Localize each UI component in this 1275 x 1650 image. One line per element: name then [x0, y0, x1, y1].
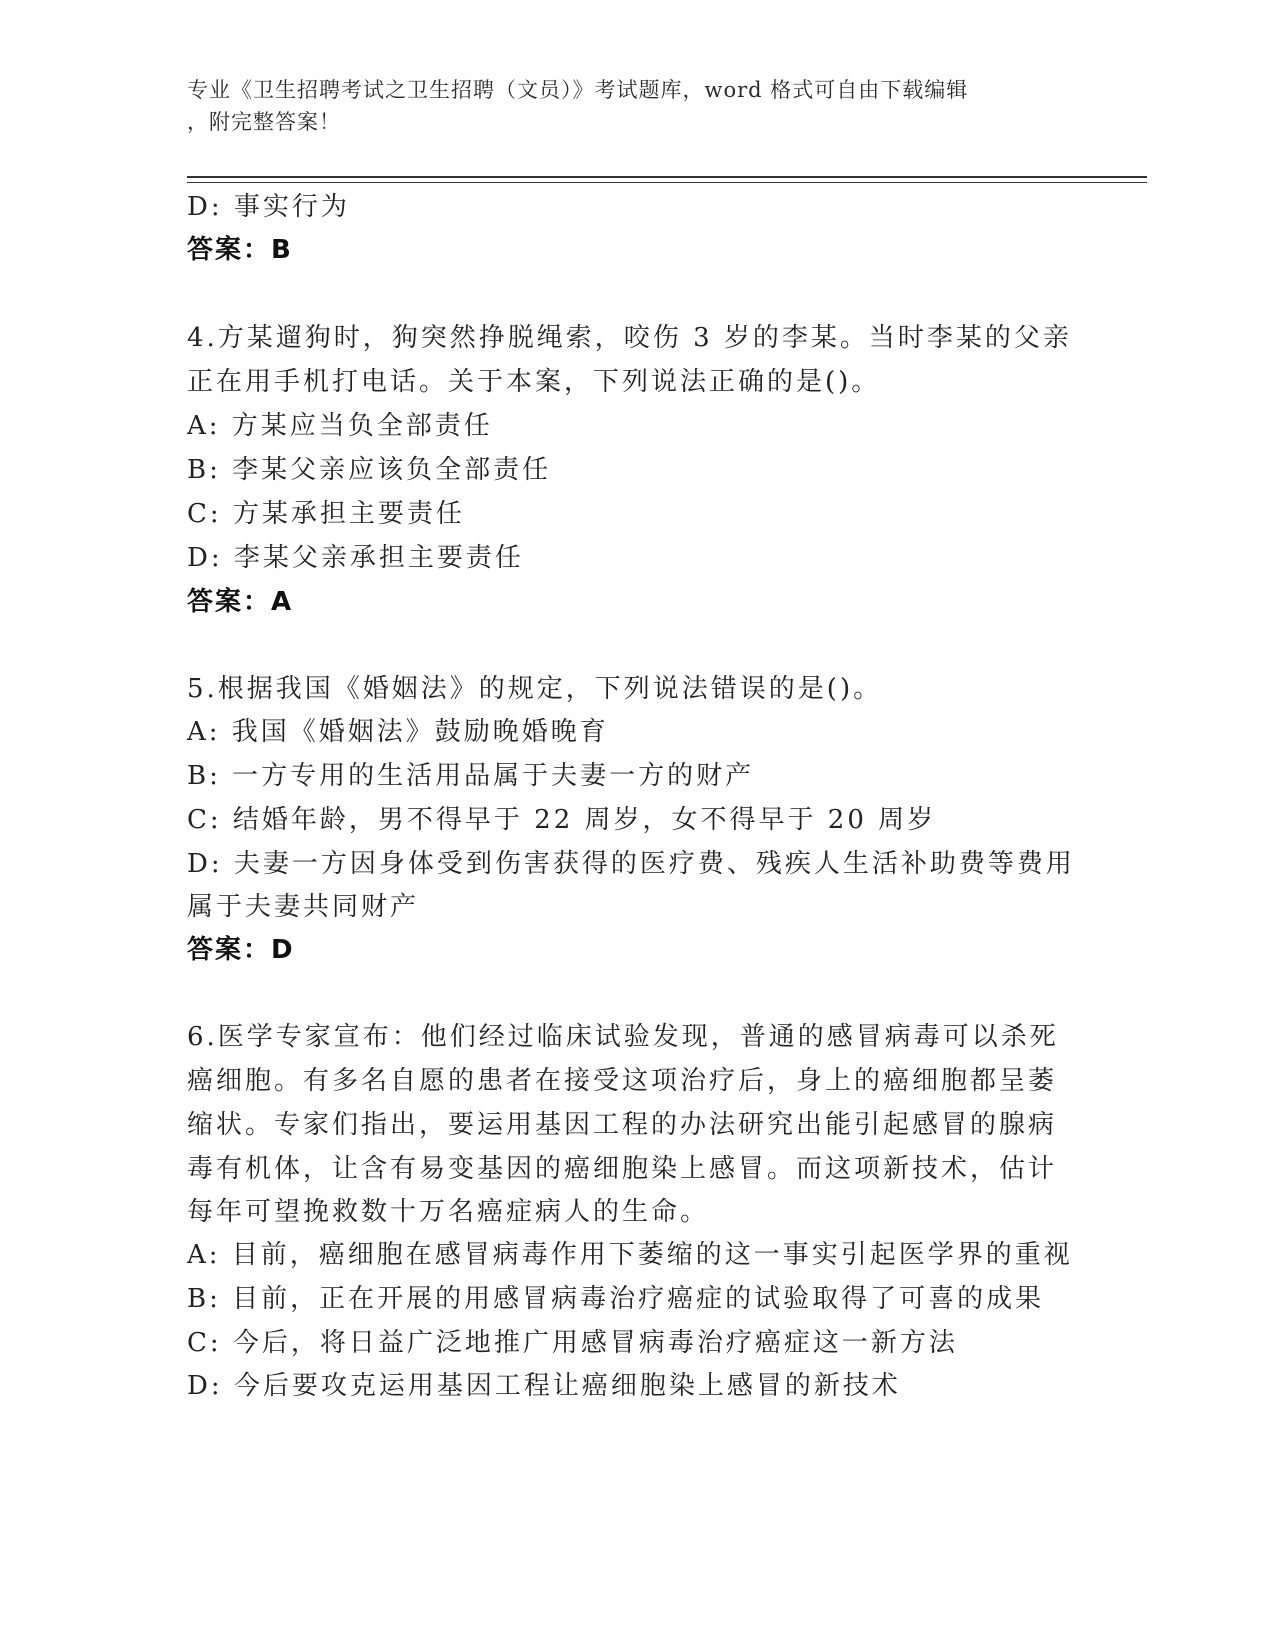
q3-answer: 答案：B	[187, 235, 293, 265]
q4-option-a: A: 方某应当负全部责任	[187, 411, 493, 441]
q6-stem-line-5: 每年可望挽救数十万名癌症病人的生命。	[187, 1197, 710, 1227]
q6-option-b: B: 目前，正在开展的用感冒病毒治疗癌症的试验取得了可喜的成果	[187, 1284, 1045, 1314]
q6-option-d: D: 今后要攻克运用基因工程让癌细胞染上感冒的新技术	[187, 1371, 901, 1401]
q5-stem: 5.根据我国《婚姻法》的规定，下列说法错误的是()。	[187, 674, 883, 704]
q5-option-d-line-1: D: 夫妻一方因身体受到伤害获得的医疗费、残疾人生活补助费等费用	[187, 849, 1075, 879]
q4-stem-line-1: 4.方某遛狗时，狗突然挣脱绳索，咬伤 3 岁的李某。当时李某的父亲	[187, 323, 1072, 353]
header-divider-top	[187, 176, 1147, 178]
q4-stem-line-2: 正在用手机打电话。关于本案，下列说法正确的是()。	[187, 367, 881, 397]
q5-option-c: C: 结婚年龄，男不得早于 22 周岁，女不得早于 20 周岁	[187, 805, 937, 835]
q6-stem-line-1: 6.医学专家宣布：他们经过临床试验发现，普通的感冒病毒可以杀死	[187, 1022, 1059, 1052]
q6-stem-line-2: 癌细胞。有多名自愿的患者在接受这项治疗后，身上的癌细胞都呈萎	[187, 1066, 1058, 1096]
q5-option-b: B: 一方专用的生活用品属于夫妻一方的财产	[187, 761, 755, 791]
q6-stem-line-3: 缩状。专家们指出，要运用基因工程的办法研究出能引起感冒的腺病	[187, 1110, 1058, 1140]
header-line-1: 专业《卫生招聘考试之卫生招聘（文员）》考试题库，word 格式可自由下载编辑	[187, 78, 969, 102]
q6-option-a: A: 目前，癌细胞在感冒病毒作用下萎缩的这一事实引起医学界的重视	[187, 1240, 1073, 1270]
q4-option-d: D: 李某父亲承担主要责任	[187, 543, 524, 573]
q3-option-d: D: 事实行为	[187, 192, 350, 222]
q5-answer: 答案：D	[187, 935, 295, 965]
q4-option-b: B: 李某父亲应该负全部责任	[187, 455, 552, 485]
header-divider-bottom	[187, 182, 1147, 183]
q6-option-c: C: 今后，将日益广泛地推广用感冒病毒治疗癌症这一新方法	[187, 1328, 958, 1358]
document-header	[187, 74, 1067, 138]
q4-option-c: C: 方某承担主要责任	[187, 499, 465, 529]
q4-answer: 答案：A	[187, 587, 294, 617]
q5-option-d-line-2: 属于夫妻共同财产	[187, 892, 420, 922]
q6-stem-line-4: 毒有机体，让含有易变基因的癌细胞染上感冒。而这项新技术，估计	[187, 1154, 1058, 1184]
q5-option-a: A: 我国《婚姻法》鼓励晚婚晚育	[187, 717, 609, 747]
header-line-2: ，附完整答案！	[187, 110, 341, 134]
